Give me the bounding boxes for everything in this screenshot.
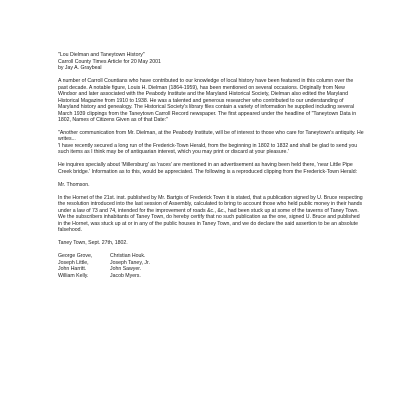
paragraph-clipping: In the Hornet of the 21st. inst. published by Mr. Bartgis of Frederick Town it is stated, that a publication signed by U. Bruce respecting the resolution introduced into the last session of Assembly, calculated to bring to account those who held public money in their hands under a law of 73 and 74, intended for the improvement of roads &c., &c., had been stuck up at some of the taverns of Taney Town. We the subscribers inhabitants of Taney Town, do hereby certify that no such publication as the one, signed U. Bruce and published in the Hornet, was stuck up at or in any of the public houses in Taney Town, and we do declare the said assertion to be an absolute falsehood. [58,194,363,234]
paragraph-quote-intro: "Another communication from Mr. Dielman, at the Peabody Institute, will be of interest to those who care for Taneytown's antiquity. He writes... [58,129,364,143]
signatory-name: Joseph Taney, Jr. [110,259,150,266]
article-author: by Jay A. Graybeal [58,65,102,71]
paragraph-quote: 'I have recently secured a long run of the Frederick-Town Herald, from the beginning in 1802 to 1832 and shall be glad to send you such items as I think may be of antiquarian interest, which you may print or discard at your pleasure.' [58,142,358,156]
signatory-list [58,253,364,280]
signatory-name: Joseph Little, [58,259,89,266]
signatory-name: Jacob Myers. [110,273,141,279]
signatory-name: John Harritt. [58,266,87,273]
article-title: "Lou Dielman and Taneytown History" [58,52,145,58]
signatory-name: George Grove, [58,252,93,259]
article-source: Carroll County Times Article for 20 May 2001 [58,58,161,65]
paragraph-intro: A number of Carroll Countians who have contributed to our knowledge of local history have been featured in this column over the past decade. A notable figure, Louis H. Dielman (1864-1959), has been mentioned on several occasions. Originally from New Windsor and later associated with the Peabody Institute and the Maryland Historical Society, Dielman also edited the Maryland Historical Magazine from 1910 to 1938. He was a talented and generous researcher who contributed to our understanding of Maryland history and genealogy. The Historical Society's library files contain a variety of information he supplied including several March 1939 clippings from the Taneytown Carroll Record newspaper. The first appeared under the headline of "Taneytown Data in 1802, Names of Citizens Given as of that Date:" [58,78,357,124]
dateline: Taney Town, Sept. 27th, 1802. [58,240,128,247]
paragraph-millersburg: He inquires specially about 'Millersburg' as 'races' are mentioned in an advertisement as having been held there, 'near Little Pipe Creek bridge.' Information as to this, would be appreciated. The following is a reproduced clipping from the Frederick-Town Herald: [58,162,358,175]
salutation: Mr. Thomson. [58,181,90,188]
signatory-name: William Kelly. [58,273,89,279]
signatory-name: Christian Houk. [110,252,146,259]
article [58,52,364,280]
signatory-name: John Sawyer. [110,266,142,273]
